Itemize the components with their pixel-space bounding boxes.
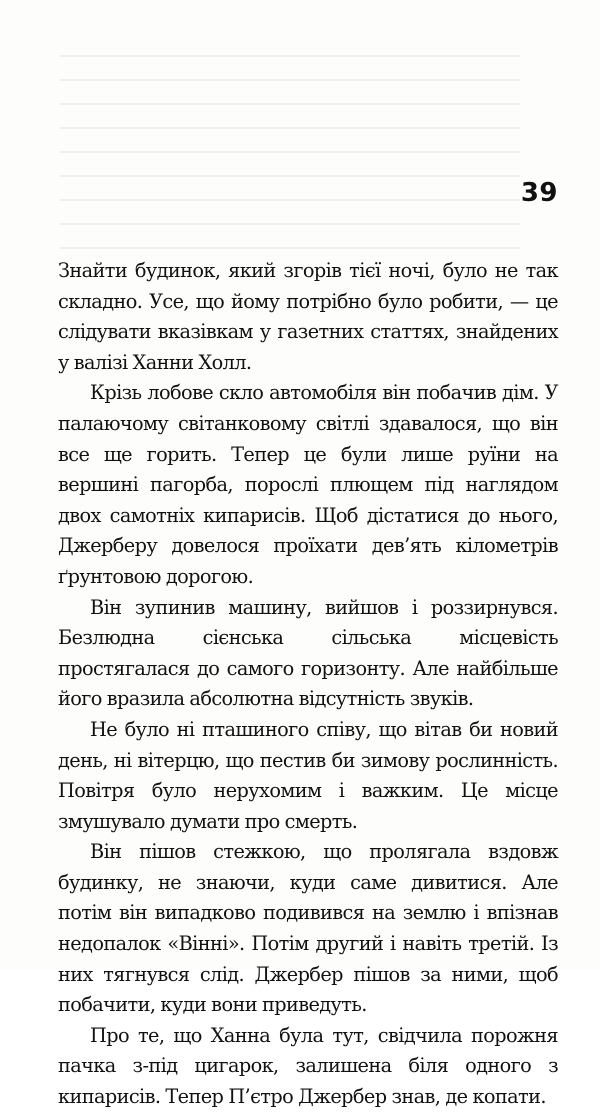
page-number: 39 (520, 178, 558, 208)
paragraph-1: Знайти будинок, який згорів тієї ночі, було не так складно. Усе, що йому потрібно було робити, — це слідувати вказівкам у газетних статтях, знайдених у валізі Ханни Холл. (58, 259, 558, 374)
body-text (58, 256, 558, 1113)
paragraph-6: Про те, що Ханна була тут, свідчила порожня пачка з-під цигарок, залишена біля одного з кипарисів. Тепер П’єтро Джербер знав, де копати. (58, 1023, 558, 1109)
paragraph-2: Крізь лобове скло автомобіля він побачив дім. У палаючому світанковому світлі здавалося, що він все ще горить. Тепер це були лише руїни на вершині пагорба, порослі плющем під наглядом двох самотніх кипарисів. Щоб дістатися до нього, Джерберу довелося проїхати дев’ять кілометрів ґрунтовою дорогою. (58, 381, 558, 588)
paragraph-5: Він пішов стежкою, що пролягала вздовж будинку, не знаючи, куди саме дивитися. Але потім він випадково подивився на землю і впізнав недопалок «Вінні». Потім другий і навіть третій. Із них тягнувся слід. Джербер пішов за ними, щоб побачити, куди вони приведуть. (58, 840, 558, 1017)
bleed-through-text (60, 55, 520, 255)
paragraph-4: Не було ні пташиного співу, що вітав би новий день, ні вітерцю, що пестив би зимову рослинність. Повітря було нерухомим і важким. Це місце змушувало думати про смерть. (58, 717, 558, 833)
paragraph-3: Він зупинив машину, вийшов і роззирнувся. Безлюдна сієнська сільська місцевість простягалася до самого горизонту. Але найбільше його вразила абсолютна відсутність звуків. (58, 595, 558, 711)
